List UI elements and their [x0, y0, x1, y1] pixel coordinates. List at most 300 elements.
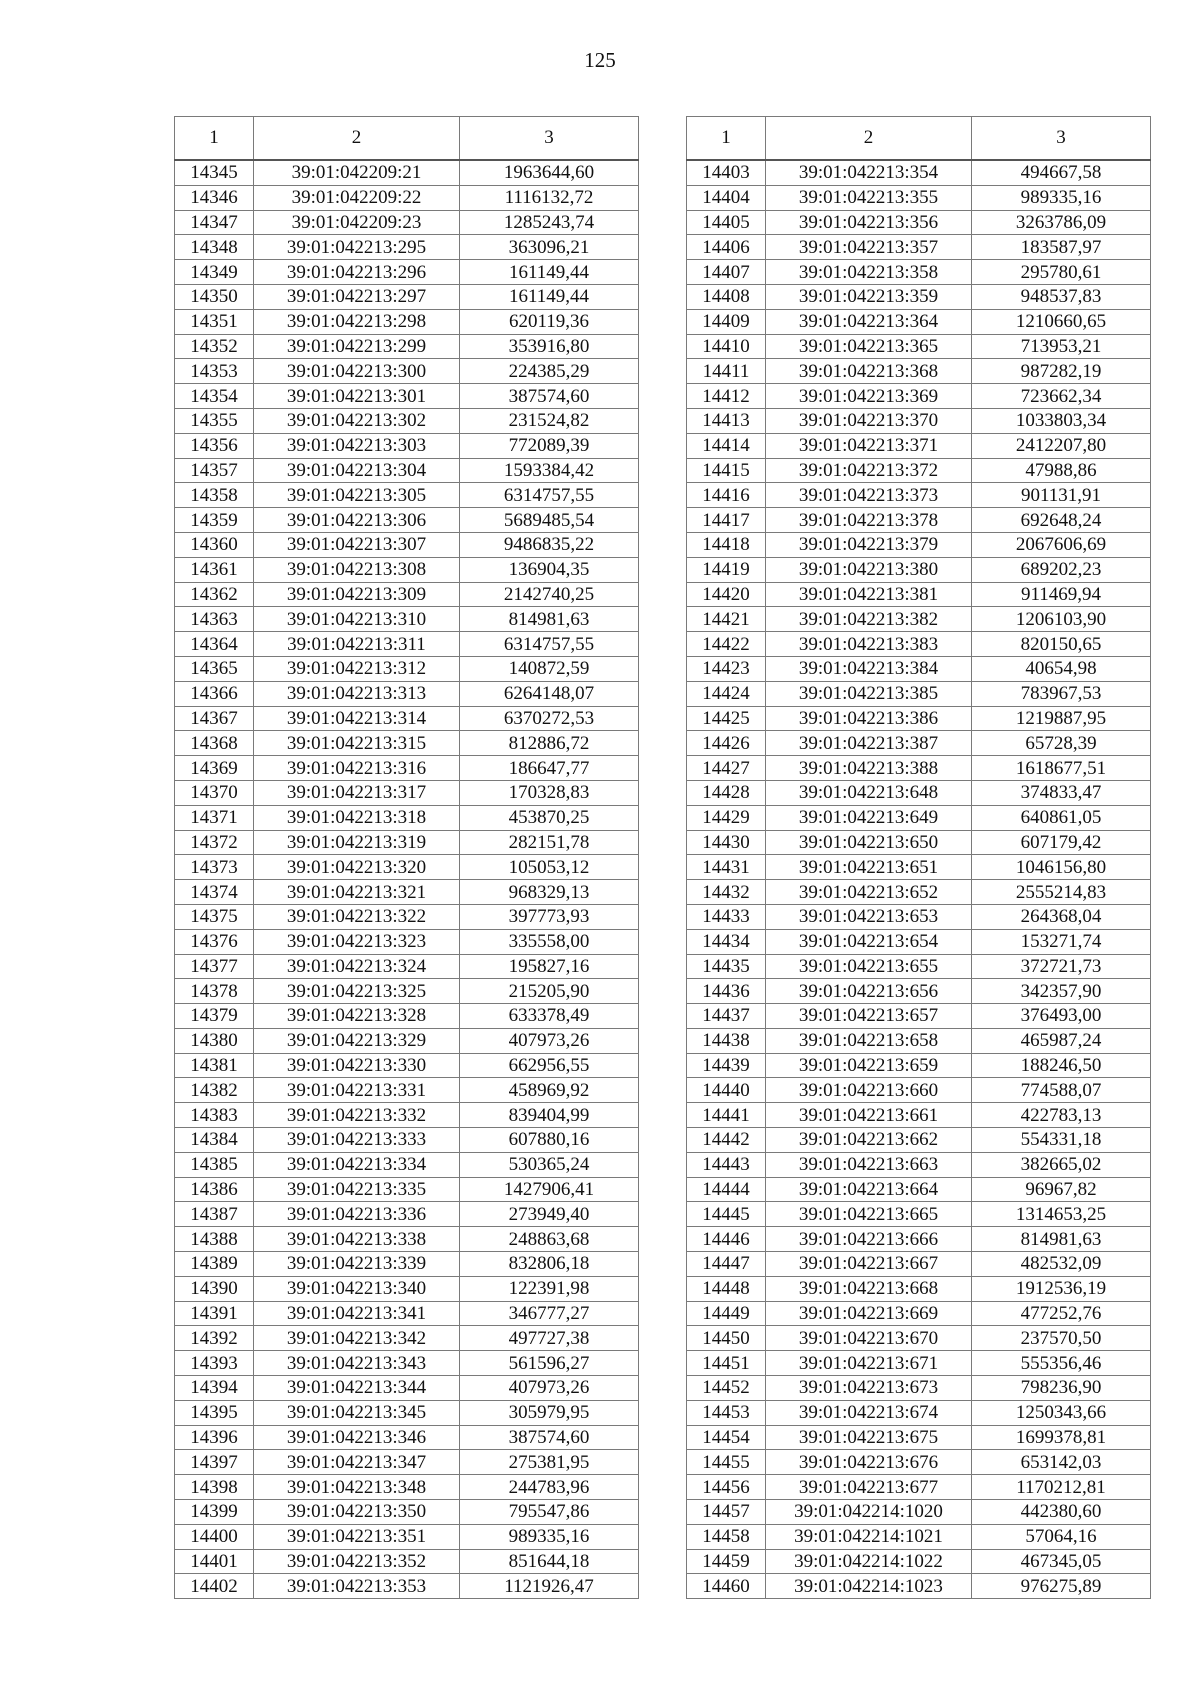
- table-row: [175, 1574, 639, 1599]
- row-number-cell: 14387: [175, 1202, 254, 1227]
- cadastral-number-cell: 39:01:042213:354: [766, 160, 972, 185]
- value-cell: 989335,16: [972, 185, 1151, 210]
- cadastral-number-cell: 39:01:042213:657: [766, 1004, 972, 1029]
- row-number-cell: 14379: [175, 1004, 254, 1029]
- value-cell: 1046156,80: [972, 855, 1151, 880]
- cadastral-number-cell: 39:01:042213:331: [254, 1078, 460, 1103]
- value-cell: 387574,60: [460, 1425, 639, 1450]
- table-row: [175, 1004, 639, 1029]
- value-cell: 795547,86: [460, 1500, 639, 1525]
- value-cell: 692648,24: [972, 508, 1151, 533]
- row-number-cell: 14404: [687, 185, 766, 210]
- cadastral-number-cell: 39:01:042213:365: [766, 334, 972, 359]
- table-left: [174, 116, 639, 1599]
- column-header-3: 3: [972, 117, 1151, 161]
- value-cell: 620119,36: [460, 309, 639, 334]
- table-row: [175, 904, 639, 929]
- cadastral-number-cell: 39:01:042213:359: [766, 284, 972, 309]
- cadastral-number-cell: 39:01:042213:659: [766, 1053, 972, 1078]
- table-row: [175, 1376, 639, 1401]
- table-row: [687, 1276, 1151, 1301]
- value-cell: 607179,42: [972, 830, 1151, 855]
- cadastral-number-cell: 39:01:042213:656: [766, 979, 972, 1004]
- value-cell: 397773,93: [460, 904, 639, 929]
- cadastral-number-cell: 39:01:042213:315: [254, 731, 460, 756]
- cadastral-number-cell: 39:01:042213:373: [766, 483, 972, 508]
- row-number-cell: 14445: [687, 1202, 766, 1227]
- table-row: [687, 1351, 1151, 1376]
- cadastral-number-cell: 39:01:042213:350: [254, 1500, 460, 1525]
- table-row: [687, 185, 1151, 210]
- table-row: [687, 1128, 1151, 1153]
- cadastral-number-cell: 39:01:042213:323: [254, 929, 460, 954]
- row-number-cell: 14398: [175, 1475, 254, 1500]
- cadastral-number-cell: 39:01:042213:344: [254, 1376, 460, 1401]
- table-row: [175, 185, 639, 210]
- row-number-cell: 14408: [687, 284, 766, 309]
- row-number-cell: 14405: [687, 210, 766, 235]
- table-row: [175, 284, 639, 309]
- value-cell: 1912536,19: [972, 1276, 1151, 1301]
- cadastral-number-cell: 39:01:042213:309: [254, 582, 460, 607]
- cadastral-number-cell: 39:01:042209:21: [254, 160, 460, 185]
- header-row: [175, 117, 639, 161]
- table-row: [687, 607, 1151, 632]
- row-number-cell: 14371: [175, 805, 254, 830]
- table-row: [687, 284, 1151, 309]
- cadastral-number-cell: 39:01:042213:339: [254, 1252, 460, 1277]
- column-header-2: 2: [254, 117, 460, 161]
- row-number-cell: 14384: [175, 1128, 254, 1153]
- cadastral-number-cell: 39:01:042213:332: [254, 1103, 460, 1128]
- row-number-cell: 14447: [687, 1252, 766, 1277]
- row-number-cell: 14348: [175, 235, 254, 260]
- table-row: [687, 384, 1151, 409]
- table-row: [175, 1524, 639, 1549]
- row-number-cell: 14367: [175, 706, 254, 731]
- row-number-cell: 14353: [175, 359, 254, 384]
- cadastral-number-cell: 39:01:042213:665: [766, 1202, 972, 1227]
- row-number-cell: 14442: [687, 1128, 766, 1153]
- cadastral-number-cell: 39:01:042213:304: [254, 458, 460, 483]
- value-cell: 662956,55: [460, 1053, 639, 1078]
- cadastral-number-cell: 39:01:042213:371: [766, 433, 972, 458]
- value-cell: 482532,09: [972, 1252, 1151, 1277]
- cadastral-number-cell: 39:01:042213:301: [254, 384, 460, 409]
- row-number-cell: 14359: [175, 508, 254, 533]
- row-number-cell: 14382: [175, 1078, 254, 1103]
- row-number-cell: 14392: [175, 1326, 254, 1351]
- row-number-cell: 14435: [687, 954, 766, 979]
- row-number-cell: 14361: [175, 557, 254, 582]
- table-row: [687, 458, 1151, 483]
- value-cell: 2555214,83: [972, 880, 1151, 905]
- value-cell: 987282,19: [972, 359, 1151, 384]
- row-number-cell: 14451: [687, 1351, 766, 1376]
- value-cell: 231524,82: [460, 408, 639, 433]
- row-number-cell: 14389: [175, 1252, 254, 1277]
- table-row: [175, 1103, 639, 1128]
- row-number-cell: 14352: [175, 334, 254, 359]
- value-cell: 40654,98: [972, 656, 1151, 681]
- table-row: [175, 830, 639, 855]
- table-row: [175, 1301, 639, 1326]
- cadastral-number-cell: 39:01:042213:302: [254, 408, 460, 433]
- cadastral-number-cell: 39:01:042213:320: [254, 855, 460, 880]
- cadastral-number-cell: 39:01:042213:340: [254, 1276, 460, 1301]
- value-cell: 188246,50: [972, 1053, 1151, 1078]
- cadastral-number-cell: 39:01:042213:355: [766, 185, 972, 210]
- cadastral-number-cell: 39:01:042214:1022: [766, 1549, 972, 1574]
- cadastral-number-cell: 39:01:042213:341: [254, 1301, 460, 1326]
- table-row: [687, 880, 1151, 905]
- cadastral-number-cell: 39:01:042213:303: [254, 433, 460, 458]
- value-cell: 783967,53: [972, 681, 1151, 706]
- table-row: [175, 979, 639, 1004]
- row-number-cell: 14377: [175, 954, 254, 979]
- cadastral-number-cell: 39:01:042213:651: [766, 855, 972, 880]
- row-number-cell: 14411: [687, 359, 766, 384]
- table-row: [687, 1425, 1151, 1450]
- value-cell: 335558,00: [460, 929, 639, 954]
- cadastral-number-cell: 39:01:042213:343: [254, 1351, 460, 1376]
- value-cell: 363096,21: [460, 235, 639, 260]
- value-cell: 264368,04: [972, 904, 1151, 929]
- value-cell: 901131,91: [972, 483, 1151, 508]
- row-number-cell: 14455: [687, 1450, 766, 1475]
- table-row: [175, 607, 639, 632]
- cadastral-number-cell: 39:01:042213:305: [254, 483, 460, 508]
- table-row: [175, 408, 639, 433]
- row-number-cell: 14431: [687, 855, 766, 880]
- cadastral-number-cell: 39:01:042213:364: [766, 309, 972, 334]
- row-number-cell: 14345: [175, 160, 254, 185]
- table-row: [687, 235, 1151, 260]
- value-cell: 1618677,51: [972, 756, 1151, 781]
- row-number-cell: 14350: [175, 284, 254, 309]
- table-row: [175, 681, 639, 706]
- table-row: [687, 830, 1151, 855]
- table-row: [687, 1500, 1151, 1525]
- table-row: [175, 780, 639, 805]
- cadastral-number-cell: 39:01:042213:381: [766, 582, 972, 607]
- table-row: [687, 334, 1151, 359]
- cadastral-number-cell: 39:01:042213:655: [766, 954, 972, 979]
- table-row: [175, 260, 639, 285]
- table-row: [687, 508, 1151, 533]
- value-cell: 653142,03: [972, 1450, 1151, 1475]
- value-cell: 814981,63: [460, 607, 639, 632]
- value-cell: 161149,44: [460, 260, 639, 285]
- cadastral-number-cell: 39:01:042213:676: [766, 1450, 972, 1475]
- cadastral-number-cell: 39:01:042213:666: [766, 1227, 972, 1252]
- cadastral-number-cell: 39:01:042213:312: [254, 656, 460, 681]
- row-number-cell: 14351: [175, 309, 254, 334]
- header-row: [687, 117, 1151, 161]
- cadastral-number-cell: 39:01:042213:313: [254, 681, 460, 706]
- value-cell: 948537,83: [972, 284, 1151, 309]
- row-number-cell: 14422: [687, 632, 766, 657]
- value-cell: 295780,61: [972, 260, 1151, 285]
- value-cell: 458969,92: [460, 1078, 639, 1103]
- table-row: [175, 954, 639, 979]
- value-cell: 346777,27: [460, 1301, 639, 1326]
- value-cell: 1170212,81: [972, 1475, 1151, 1500]
- cadastral-number-cell: 39:01:042213:384: [766, 656, 972, 681]
- value-cell: 453870,25: [460, 805, 639, 830]
- row-number-cell: 14397: [175, 1450, 254, 1475]
- table-body: [687, 160, 1151, 1599]
- row-number-cell: 14421: [687, 607, 766, 632]
- cadastral-number-cell: 39:01:042213:379: [766, 532, 972, 557]
- value-cell: 1116132,72: [460, 185, 639, 210]
- cadastral-number-cell: 39:01:042213:347: [254, 1450, 460, 1475]
- value-cell: 820150,65: [972, 632, 1151, 657]
- table-row: [687, 929, 1151, 954]
- value-cell: 136904,35: [460, 557, 639, 582]
- table-header: [175, 117, 639, 161]
- table-row: [687, 433, 1151, 458]
- table-row: [175, 458, 639, 483]
- row-number-cell: 14373: [175, 855, 254, 880]
- row-number-cell: 14449: [687, 1301, 766, 1326]
- table-row: [175, 805, 639, 830]
- table-row: [687, 1177, 1151, 1202]
- table-row: [175, 1152, 639, 1177]
- table-row: [687, 1376, 1151, 1401]
- value-cell: 353916,80: [460, 334, 639, 359]
- row-number-cell: 14418: [687, 532, 766, 557]
- row-number-cell: 14452: [687, 1376, 766, 1401]
- table-body: [175, 160, 639, 1599]
- cadastral-number-cell: 39:01:042213:324: [254, 954, 460, 979]
- row-number-cell: 14385: [175, 1152, 254, 1177]
- table-row: [175, 1326, 639, 1351]
- cadastral-number-cell: 39:01:042213:653: [766, 904, 972, 929]
- table-row: [687, 656, 1151, 681]
- table-row: [175, 880, 639, 905]
- row-number-cell: 14458: [687, 1524, 766, 1549]
- row-number-cell: 14427: [687, 756, 766, 781]
- row-number-cell: 14424: [687, 681, 766, 706]
- table-row: [687, 904, 1151, 929]
- table-row: [687, 1053, 1151, 1078]
- row-number-cell: 14363: [175, 607, 254, 632]
- table-row: [687, 1252, 1151, 1277]
- table-row: [687, 1202, 1151, 1227]
- row-number-cell: 14446: [687, 1227, 766, 1252]
- cadastral-number-cell: 39:01:042213:321: [254, 880, 460, 905]
- row-number-cell: 14438: [687, 1028, 766, 1053]
- row-number-cell: 14430: [687, 830, 766, 855]
- cadastral-number-cell: 39:01:042213:346: [254, 1425, 460, 1450]
- table-row: [687, 483, 1151, 508]
- value-cell: 9486835,22: [460, 532, 639, 557]
- table-row: [175, 1078, 639, 1103]
- value-cell: 689202,23: [972, 557, 1151, 582]
- value-cell: 2142740,25: [460, 582, 639, 607]
- cadastral-number-cell: 39:01:042213:295: [254, 235, 460, 260]
- value-cell: 1285243,74: [460, 210, 639, 235]
- cadastral-number-cell: 39:01:042213:311: [254, 632, 460, 657]
- cadastral-number-cell: 39:01:042213:307: [254, 532, 460, 557]
- table-row: [175, 1500, 639, 1525]
- value-cell: 494667,58: [972, 160, 1151, 185]
- value-cell: 47988,86: [972, 458, 1151, 483]
- value-cell: 1427906,41: [460, 1177, 639, 1202]
- value-cell: 407973,26: [460, 1028, 639, 1053]
- cadastral-number-cell: 39:01:042213:648: [766, 780, 972, 805]
- cadastral-number-cell: 39:01:042214:1023: [766, 1574, 972, 1599]
- cadastral-number-cell: 39:01:042213:673: [766, 1376, 972, 1401]
- value-cell: 465987,24: [972, 1028, 1151, 1053]
- table-row: [175, 1202, 639, 1227]
- row-number-cell: 14374: [175, 880, 254, 905]
- cadastral-number-cell: 39:01:042214:1021: [766, 1524, 972, 1549]
- table-row: [175, 1475, 639, 1500]
- cadastral-number-cell: 39:01:042213:334: [254, 1152, 460, 1177]
- row-number-cell: 14375: [175, 904, 254, 929]
- table-row: [687, 1549, 1151, 1574]
- row-number-cell: 14355: [175, 408, 254, 433]
- value-cell: 1033803,34: [972, 408, 1151, 433]
- value-cell: 1963644,60: [460, 160, 639, 185]
- cadastral-number-cell: 39:01:042213:318: [254, 805, 460, 830]
- table-row: [687, 1152, 1151, 1177]
- row-number-cell: 14365: [175, 656, 254, 681]
- value-cell: 275381,95: [460, 1450, 639, 1475]
- cadastral-number-cell: 39:01:042213:325: [254, 979, 460, 1004]
- value-cell: 6370272,53: [460, 706, 639, 731]
- row-number-cell: 14362: [175, 582, 254, 607]
- cadastral-number-cell: 39:01:042213:664: [766, 1177, 972, 1202]
- row-number-cell: 14391: [175, 1301, 254, 1326]
- value-cell: 387574,60: [460, 384, 639, 409]
- row-number-cell: 14366: [175, 681, 254, 706]
- row-number-cell: 14428: [687, 780, 766, 805]
- value-cell: 1250343,66: [972, 1400, 1151, 1425]
- table-row: [175, 1177, 639, 1202]
- row-number-cell: 14410: [687, 334, 766, 359]
- cadastral-number-cell: 39:01:042213:329: [254, 1028, 460, 1053]
- value-cell: 530365,24: [460, 1152, 639, 1177]
- table-row: [175, 1351, 639, 1376]
- table-row: [175, 1053, 639, 1078]
- table-row: [175, 1276, 639, 1301]
- row-number-cell: 14450: [687, 1326, 766, 1351]
- cadastral-number-cell: 39:01:042213:330: [254, 1053, 460, 1078]
- row-number-cell: 14433: [687, 904, 766, 929]
- value-cell: 105053,12: [460, 855, 639, 880]
- row-number-cell: 14358: [175, 483, 254, 508]
- cadastral-number-cell: 39:01:042213:335: [254, 1177, 460, 1202]
- table-row: [175, 929, 639, 954]
- cadastral-number-cell: 39:01:042213:333: [254, 1128, 460, 1153]
- cadastral-number-cell: 39:01:042213:675: [766, 1425, 972, 1450]
- value-cell: 607880,16: [460, 1128, 639, 1153]
- cadastral-number-cell: 39:01:042213:661: [766, 1103, 972, 1128]
- cadastral-number-cell: 39:01:042213:372: [766, 458, 972, 483]
- column-header-1: 1: [175, 117, 254, 161]
- cadastral-number-cell: 39:01:042213:351: [254, 1524, 460, 1549]
- table-row: [687, 1301, 1151, 1326]
- value-cell: 713953,21: [972, 334, 1151, 359]
- table-row: [687, 557, 1151, 582]
- cadastral-number-cell: 39:01:042213:660: [766, 1078, 972, 1103]
- table-row: [175, 1227, 639, 1252]
- row-number-cell: 14459: [687, 1549, 766, 1574]
- value-cell: 3263786,09: [972, 210, 1151, 235]
- column-header-1: 1: [687, 117, 766, 161]
- cadastral-number-cell: 39:01:042213:378: [766, 508, 972, 533]
- row-number-cell: 14369: [175, 756, 254, 781]
- row-number-cell: 14437: [687, 1004, 766, 1029]
- cadastral-number-cell: 39:01:042213:296: [254, 260, 460, 285]
- cadastral-number-cell: 39:01:042213:668: [766, 1276, 972, 1301]
- cadastral-number-cell: 39:01:042213:667: [766, 1252, 972, 1277]
- cadastral-number-cell: 39:01:042213:348: [254, 1475, 460, 1500]
- row-number-cell: 14386: [175, 1177, 254, 1202]
- row-number-cell: 14440: [687, 1078, 766, 1103]
- cadastral-number-cell: 39:01:042213:308: [254, 557, 460, 582]
- table-row: [175, 1028, 639, 1053]
- cadastral-number-cell: 39:01:042213:345: [254, 1400, 460, 1425]
- column-header-2: 2: [766, 117, 972, 161]
- row-number-cell: 14406: [687, 235, 766, 260]
- table-row: [175, 532, 639, 557]
- cadastral-number-cell: 39:01:042213:388: [766, 756, 972, 781]
- table-row: [687, 1574, 1151, 1599]
- value-cell: 372721,73: [972, 954, 1151, 979]
- column-header-3: 3: [460, 117, 639, 161]
- value-cell: 6264148,07: [460, 681, 639, 706]
- cadastral-number-cell: 39:01:042213:328: [254, 1004, 460, 1029]
- row-number-cell: 14413: [687, 408, 766, 433]
- value-cell: 153271,74: [972, 929, 1151, 954]
- value-cell: 989335,16: [460, 1524, 639, 1549]
- row-number-cell: 14364: [175, 632, 254, 657]
- table-row: [175, 235, 639, 260]
- table-row: [175, 855, 639, 880]
- row-number-cell: 14439: [687, 1053, 766, 1078]
- table-row: [175, 483, 639, 508]
- table-row: [175, 557, 639, 582]
- table-row: [687, 1326, 1151, 1351]
- row-number-cell: 14360: [175, 532, 254, 557]
- value-cell: 442380,60: [972, 1500, 1151, 1525]
- cadastral-number-cell: 39:01:042213:650: [766, 830, 972, 855]
- row-number-cell: 14347: [175, 210, 254, 235]
- cadastral-number-cell: 39:01:042213:314: [254, 706, 460, 731]
- table-row: [687, 532, 1151, 557]
- cadastral-number-cell: 39:01:042213:358: [766, 260, 972, 285]
- value-cell: 774588,07: [972, 1078, 1151, 1103]
- cadastral-number-cell: 39:01:042213:317: [254, 780, 460, 805]
- cadastral-number-cell: 39:01:042213:297: [254, 284, 460, 309]
- row-number-cell: 14378: [175, 979, 254, 1004]
- cadastral-number-cell: 39:01:042213:342: [254, 1326, 460, 1351]
- value-cell: 2067606,69: [972, 532, 1151, 557]
- cadastral-number-cell: 39:01:042213:670: [766, 1326, 972, 1351]
- value-cell: 376493,00: [972, 1004, 1151, 1029]
- value-cell: 382665,02: [972, 1152, 1151, 1177]
- table-row: [687, 855, 1151, 880]
- table-row: [687, 731, 1151, 756]
- row-number-cell: 14402: [175, 1574, 254, 1599]
- cadastral-number-cell: 39:01:042214:1020: [766, 1500, 972, 1525]
- cadastral-number-cell: 39:01:042213:669: [766, 1301, 972, 1326]
- table-row: [175, 384, 639, 409]
